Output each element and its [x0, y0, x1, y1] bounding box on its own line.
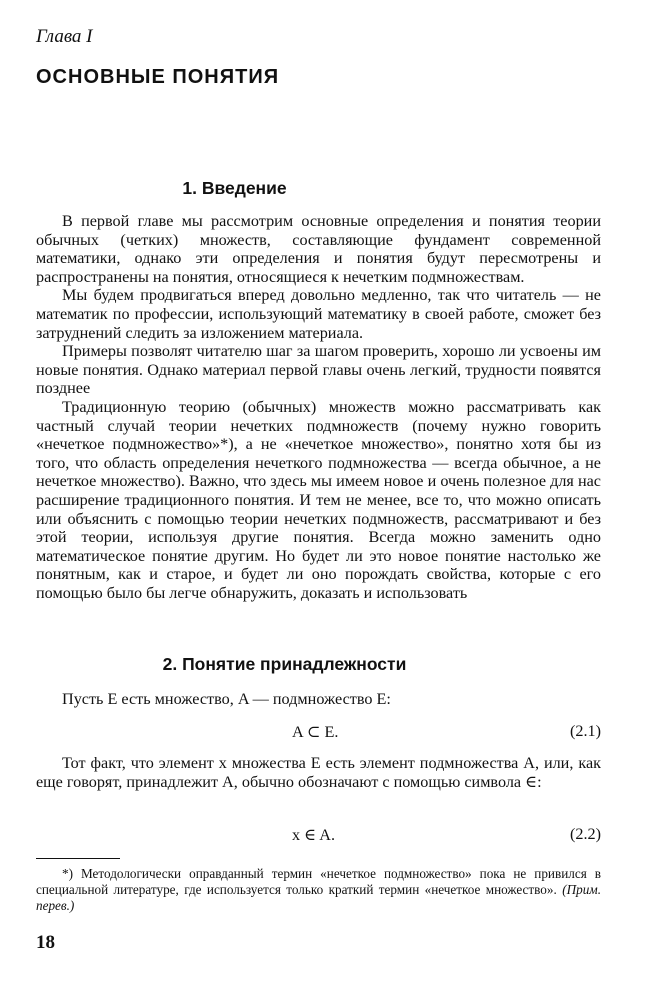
formula-expression: x ∈ A. — [292, 826, 336, 844]
chapter-title: ОСНОВНЫЕ ПОНЯТИЯ — [36, 66, 280, 88]
page-number: 18 — [36, 932, 55, 953]
formula-number: (2.2) — [569, 825, 601, 843]
formula-expression: A ⊂ E. — [292, 723, 339, 741]
footnote-text: Методологически оправданный термин «нечеткое подмножество» пока не привился в специальной литературе, где используется только краткий термин «нечеткое множество». — [36, 866, 601, 897]
membership-text — [36, 754, 601, 791]
set-definition-line: Пусть E есть множество, A — подмножество E: — [62, 690, 391, 708]
footnote — [36, 866, 601, 914]
chapter-label: Глава I — [36, 26, 93, 47]
formula-number: (2.1) — [569, 722, 601, 740]
paragraph: Тот факт, что элемент x множества E есть элемент подмножества A, или, как еще говорят, принадлежит A, обычно обозначают с помощью символа ∈: — [36, 754, 601, 791]
introduction-text — [36, 212, 601, 602]
footnote-marker: *) — [62, 866, 73, 881]
section-heading-introduction: 1. Введение — [182, 178, 287, 198]
paragraph: Традиционную теорию (обычных) множеств можно рассматривать как частный случай теории нечетких подмножеств (почему нужно говорить «нечеткое подмножество»*), а не «нечеткое множество», понятно хотя бы из того, что область определения нечеткого подмножества — всегда обычное, а не нечеткое множество). Важно, что здесь мы имеем новое и очень полезное для нас расширение традиционного понятия. И тем не менее, все то, что можно описать или объяснить с помощью теории нечетких подмножеств, рассматривают и без этой теории, используя другие понятия. Всегда можно заменить одно математическое понятие другим. Но будет ли это новое понятие настолько же понятным, как и старое, и будет ли оно порождать свойства, которые с его помощью было бы легче обнаружить, доказать и использовать — [36, 397, 601, 602]
section-heading-membership: 2. Понятие принадлежности — [162, 654, 407, 674]
paragraph: В первой главе мы рассмотрим основные определения и понятия теории обычных (четких) множеств, составляющие фундамент современной математики, однако эти определения и понятия будут пересмотрены и распространены на понятия, относящиеся к нечетким подмножествам. — [36, 212, 601, 286]
footnote-divider — [36, 858, 120, 859]
paragraph: Примеры позволят читателю шаг за шагом проверить, хорошо ли усвоены им новые понятия. Однако материал первой главы очень легкий, трудности появятся позднее — [36, 342, 601, 398]
footnote-note: (Прим. перев.) — [36, 882, 602, 913]
paragraph: Мы будем продвигаться вперед довольно медленно, так что читатель — не математик по профессии, использующий математику в своей работе, сможет без затруднений следить за изложением материала. — [36, 286, 601, 342]
